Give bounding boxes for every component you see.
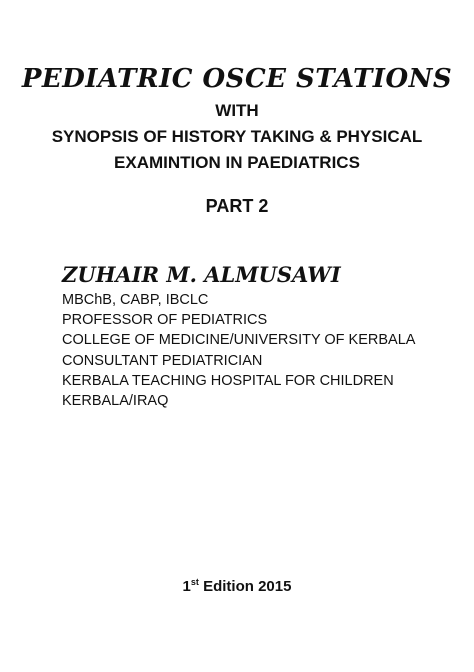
credential-line: CONSULTANT PEDIATRICIAN <box>62 352 263 369</box>
edition-ordinal-suffix: st <box>190 577 199 587</box>
credential-line: PROFESSOR OF PEDIATRICS <box>62 312 268 329</box>
credential-line: KERBALA TEACHING HOSPITAL FOR CHILDREN <box>62 372 394 389</box>
author-name: ZUHAIR M. ALMUSAWI <box>62 262 341 287</box>
subtitle-line-2: EXAMINTION IN PAEDIATRICS <box>114 153 360 172</box>
credential-line: KERBALA/IRAQ <box>62 393 169 410</box>
subtitle-with: WITH <box>215 101 259 120</box>
edition-number: 1 <box>182 578 191 595</box>
credential-line: MBChB, CABP, IBCLC <box>62 292 209 308</box>
edition-label <box>0 578 474 595</box>
subtitle-line-1: SYNOPSIS OF HISTORY TAKING & PHYSICAL <box>51 127 423 146</box>
edition-text: Edition 2015 <box>198 578 292 595</box>
book-title: PEDIATRIC OSCE STATIONS <box>21 64 453 94</box>
author-credentials <box>62 290 415 411</box>
part-label: PART 2 <box>205 196 269 216</box>
credential-line: COLLEGE OF MEDICINE/UNIVERSITY OF KERBALA <box>62 332 416 349</box>
